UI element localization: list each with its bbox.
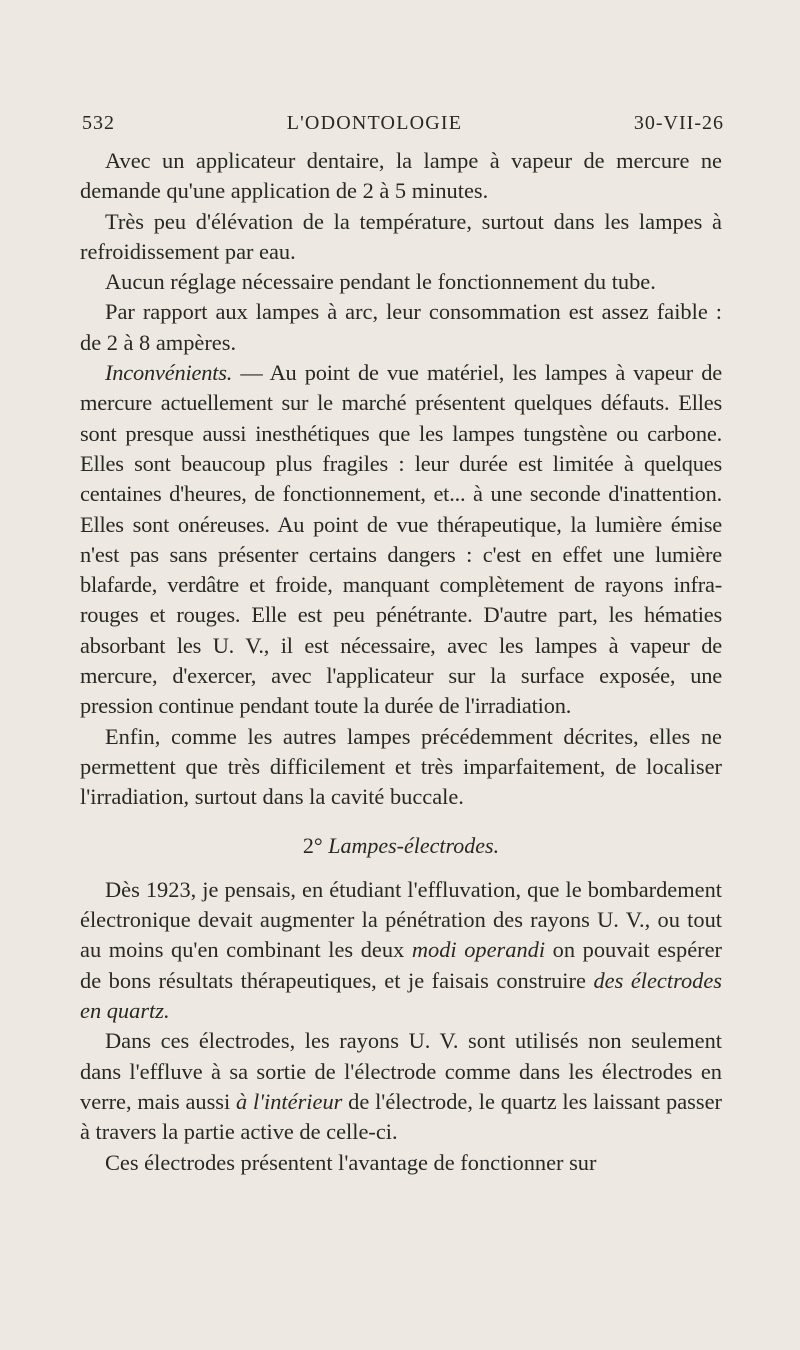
paragraph-text: — Au point de vue matériel, les lampes à vapeur de mercure actuellement sur le marché présentent quelques défauts. Elles sont presque aussi inesthétiques que les lampes tungstène ou carbone. Elles sont beaucoup plus fragiles : leur durée est limitée à quelques centaines d'heures, de fonctionnement, et... à une seconde d'inattention. Elles sont onéreuses. Au point de vue thérapeutique, la lumière émise n'est pas sans présenter certains dangers : c'est en effet une lumière blafarde, verdâtre et froide, manquant complètement de rayons infra-rouges et rouges. Elle est peu pénétrante. D'autre part, les hématies absorbant les U. V., il est nécessaire, avec les lampes à vapeur de mercure, d'exercer, avec l'applicateur sur la surface exposée, une pression continue pendant toute la durée de l'irradiation.	[80, 360, 722, 719]
paragraph-text: de l'électrode, le quartz les laissant passer à travers la partie active de celle-ci.	[80, 1088, 722, 1145]
paragraph: Aucun réglage nécessaire pendant le fonctionnement du tube.	[105, 269, 656, 295]
paragraph: Ces électrodes présentent l'avantage de fonctionner sur	[105, 1149, 597, 1175]
paragraph	[80, 875, 722, 1026]
section-number: 2°	[302, 832, 323, 858]
paragraph-text: on pouvait espérer de bons résultats thérapeutiques, et je faisais construire	[80, 937, 722, 993]
paragraph: Avec un applicateur dentaire, la lampe à vapeur de mercure ne demande qu'une application de 2 à 5 minutes.	[80, 148, 722, 204]
page-body	[80, 146, 722, 1178]
section-heading	[80, 831, 722, 861]
paragraph-text: Dès 1923, je pensais, en étudiant l'effluvation, que le bombardement électronique devait augmenter la pénétration des rayons U. V., ou tout au moins qu'en combinant les deux	[80, 876, 722, 963]
inline-heading: Inconvénients.	[105, 360, 233, 386]
paragraph: Par rapport aux lampes à arc, leur consommation est assez faible : de 2 à 8 ampères.	[80, 299, 722, 355]
paragraph	[80, 1026, 722, 1147]
italic-phrase: des électrodes en quartz.	[80, 967, 723, 1024]
section-title: Lampes-électrodes.	[328, 832, 500, 858]
italic-phrase: à l'intérieur	[236, 1088, 343, 1114]
paragraph-text: Dans ces électrodes, les rayons U. V. sont utilisés non seulement dans l'effluve à sa sortie de l'électrode comme dans les électrodes en verre, mais aussi	[80, 1028, 722, 1114]
page-number: 532	[82, 112, 115, 134]
running-header	[82, 112, 724, 135]
journal-title: L'ODONTOLOGIE	[286, 112, 463, 134]
paragraph-inconvenients	[80, 358, 722, 722]
issue-date: 30-VII-26	[633, 112, 724, 134]
paragraph: Enfin, comme les autres lampes précédemment décrites, elles ne permettent que très difficilement et très imparfaitement, de localiser l'irradiation, surtout dans la cavité buccale.	[80, 723, 722, 810]
italic-phrase: modi operandi	[411, 937, 546, 963]
paragraph: Très peu d'élévation de la température, surtout dans les lampes à refroidissement par eau.	[80, 208, 722, 264]
